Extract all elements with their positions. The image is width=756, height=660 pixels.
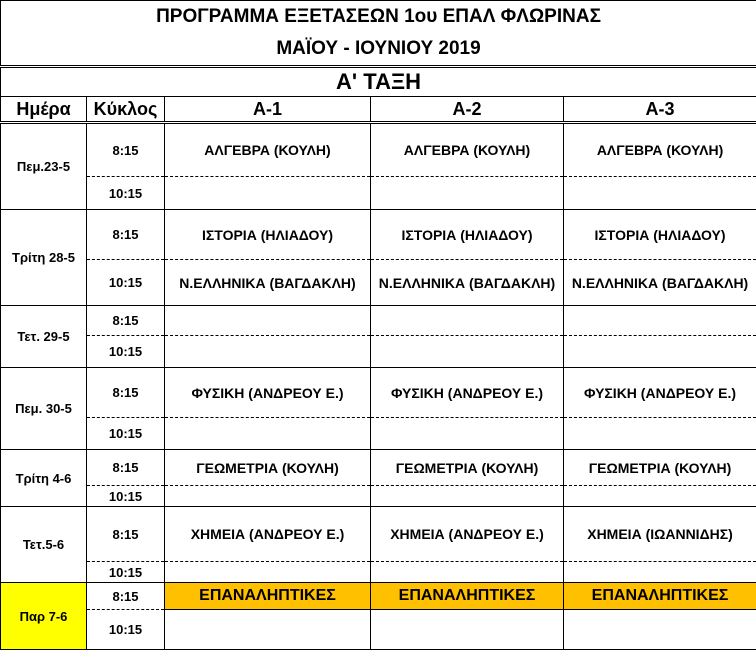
time-cell: 8:15 <box>87 368 165 418</box>
time-cell: 10:15 <box>87 260 165 306</box>
exam-cell-a1: ΧΗΜΕΙΑ (ΑΝΔΡΕΟΥ Ε.) <box>165 507 371 562</box>
time-cell: 8:15 <box>87 123 165 177</box>
time-cell: 8:15 <box>87 450 165 486</box>
time-cell: 8:15 <box>87 507 165 562</box>
exam-cell-a2-highlighted: ΕΠΑΝΑΛΗΠΤΙΚΕΣ <box>371 583 564 610</box>
table-row <box>1 123 756 177</box>
schedule-title: ΠΡΟΓΡΑΜΜΑ ΕΞΕΤΑΣΕΩΝ 1ου ΕΠΑΛ ΦΛΩΡΙΝΑΣ <box>1 1 756 34</box>
table-row <box>1 486 756 507</box>
header-row <box>1 97 756 123</box>
exam-cell-a2: Ν.ΕΛΛΗΝΙΚΑ (ΒΑΓΔΑΚΛΗ) <box>371 260 564 306</box>
exam-cell-a2: ΙΣΤΟΡΙΑ (ΗΛΙΑΔΟΥ) <box>371 210 564 260</box>
exam-cell-a3: ΑΛΓΕΒΡΑ (ΚΟΥΛΗ) <box>564 123 756 177</box>
table-row <box>1 368 756 418</box>
exam-cell-a2: ΧΗΜΕΙΑ (ΑΝΔΡΕΟΥ Ε.) <box>371 507 564 562</box>
day-cell: Πεμ.23-5 <box>1 123 87 210</box>
time-cell: 8:15 <box>87 583 165 610</box>
table-row <box>1 210 756 260</box>
exam-cell-a1 <box>165 610 371 650</box>
exam-cell-a3 <box>564 306 756 336</box>
exam-cell-a3-highlighted: ΕΠΑΝΑΛΗΠΤΙΚΕΣ <box>564 583 756 610</box>
table-row <box>1 306 756 336</box>
exam-cell-a2 <box>371 486 564 507</box>
day-cell-highlighted: Παρ 7-6 <box>1 583 87 650</box>
exam-cell-a1 <box>165 418 371 450</box>
exam-cell-a2 <box>371 306 564 336</box>
table-row <box>1 507 756 562</box>
table-row <box>1 177 756 210</box>
day-cell: Πεμ. 30-5 <box>1 368 87 450</box>
exam-cell-a1: ΙΣΤΟΡΙΑ (ΗΛΙΑΔΟΥ) <box>165 210 371 260</box>
exam-cell-a2: ΑΛΓΕΒΡΑ (ΚΟΥΛΗ) <box>371 123 564 177</box>
day-cell: Τρίτη 4-6 <box>1 450 87 507</box>
time-cell: 10:15 <box>87 562 165 583</box>
exam-cell-a3: ΙΣΤΟΡΙΑ (ΗΛΙΑΔΟΥ) <box>564 210 756 260</box>
exam-cell-a3 <box>564 418 756 450</box>
exam-cell-a3 <box>564 562 756 583</box>
time-cell: 8:15 <box>87 306 165 336</box>
header-day: Ημέρα <box>1 97 87 123</box>
table-row <box>1 260 756 306</box>
exam-cell-a3 <box>564 610 756 650</box>
exam-cell-a1: ΓΕΩΜΕΤΡΙΑ (ΚΟΥΛΗ) <box>165 450 371 486</box>
day-cell: Τετ.5-6 <box>1 507 87 583</box>
exam-cell-a1 <box>165 562 371 583</box>
exam-cell-a1: ΑΛΓΕΒΡΑ (ΚΟΥΛΗ) <box>165 123 371 177</box>
exam-cell-a2 <box>371 418 564 450</box>
exam-cell-a1: ΦΥΣΙΚΗ (ΑΝΔΡΕΟΥ Ε.) <box>165 368 371 418</box>
exam-cell-a3 <box>564 336 756 368</box>
table-row <box>1 610 756 650</box>
time-cell: 10:15 <box>87 336 165 368</box>
table-row <box>1 562 756 583</box>
exam-cell-a3: Ν.ΕΛΛΗΝΙΚΑ (ΒΑΓΔΑΚΛΗ) <box>564 260 756 306</box>
exam-cell-a1: Ν.ΕΛΛΗΝΙΚΑ (ΒΑΓΔΑΚΛΗ) <box>165 260 371 306</box>
exam-cell-a3 <box>564 177 756 210</box>
exam-cell-a2: ΓΕΩΜΕΤΡΙΑ (ΚΟΥΛΗ) <box>371 450 564 486</box>
exam-cell-a1 <box>165 486 371 507</box>
exam-cell-a2 <box>371 610 564 650</box>
time-cell: 8:15 <box>87 210 165 260</box>
table-row <box>1 450 756 486</box>
exam-cell-a2 <box>371 336 564 368</box>
exam-cell-a2: ΦΥΣΙΚΗ (ΑΝΔΡΕΟΥ Ε.) <box>371 368 564 418</box>
exam-cell-a3: ΧΗΜΕΙΑ (ΙΩΑΝΝΙΔΗΣ) <box>564 507 756 562</box>
header-a2: Α-2 <box>371 97 564 123</box>
header-a1: Α-1 <box>165 97 371 123</box>
exam-cell-a3 <box>564 486 756 507</box>
time-cell: 10:15 <box>87 610 165 650</box>
schedule-subtitle: ΜΑΪΟΥ - ΙΟΥΝΙΟΥ 2019 <box>1 33 756 67</box>
table-row <box>1 418 756 450</box>
exam-cell-a3: ΓΕΩΜΕΤΡΙΑ (ΚΟΥΛΗ) <box>564 450 756 486</box>
time-cell: 10:15 <box>87 486 165 507</box>
exam-cell-a1-highlighted: ΕΠΑΝΑΛΗΠΤΙΚΕΣ <box>165 583 371 610</box>
exam-cell-a2 <box>371 177 564 210</box>
table-row <box>1 583 756 610</box>
exam-cell-a3: ΦΥΣΙΚΗ (ΑΝΔΡΕΟΥ Ε.) <box>564 368 756 418</box>
day-cell: Τετ. 29-5 <box>1 306 87 368</box>
time-cell: 10:15 <box>87 177 165 210</box>
exam-cell-a1 <box>165 306 371 336</box>
time-cell: 10:15 <box>87 418 165 450</box>
exam-cell-a1 <box>165 336 371 368</box>
header-cycle: Κύκλος <box>87 97 165 123</box>
day-cell: Τρίτη 28-5 <box>1 210 87 306</box>
exam-cell-a2 <box>371 562 564 583</box>
header-a3: Α-3 <box>564 97 756 123</box>
table-row <box>1 336 756 368</box>
exam-cell-a1 <box>165 177 371 210</box>
class-title: Α' ΤΑΞΗ <box>1 67 756 97</box>
